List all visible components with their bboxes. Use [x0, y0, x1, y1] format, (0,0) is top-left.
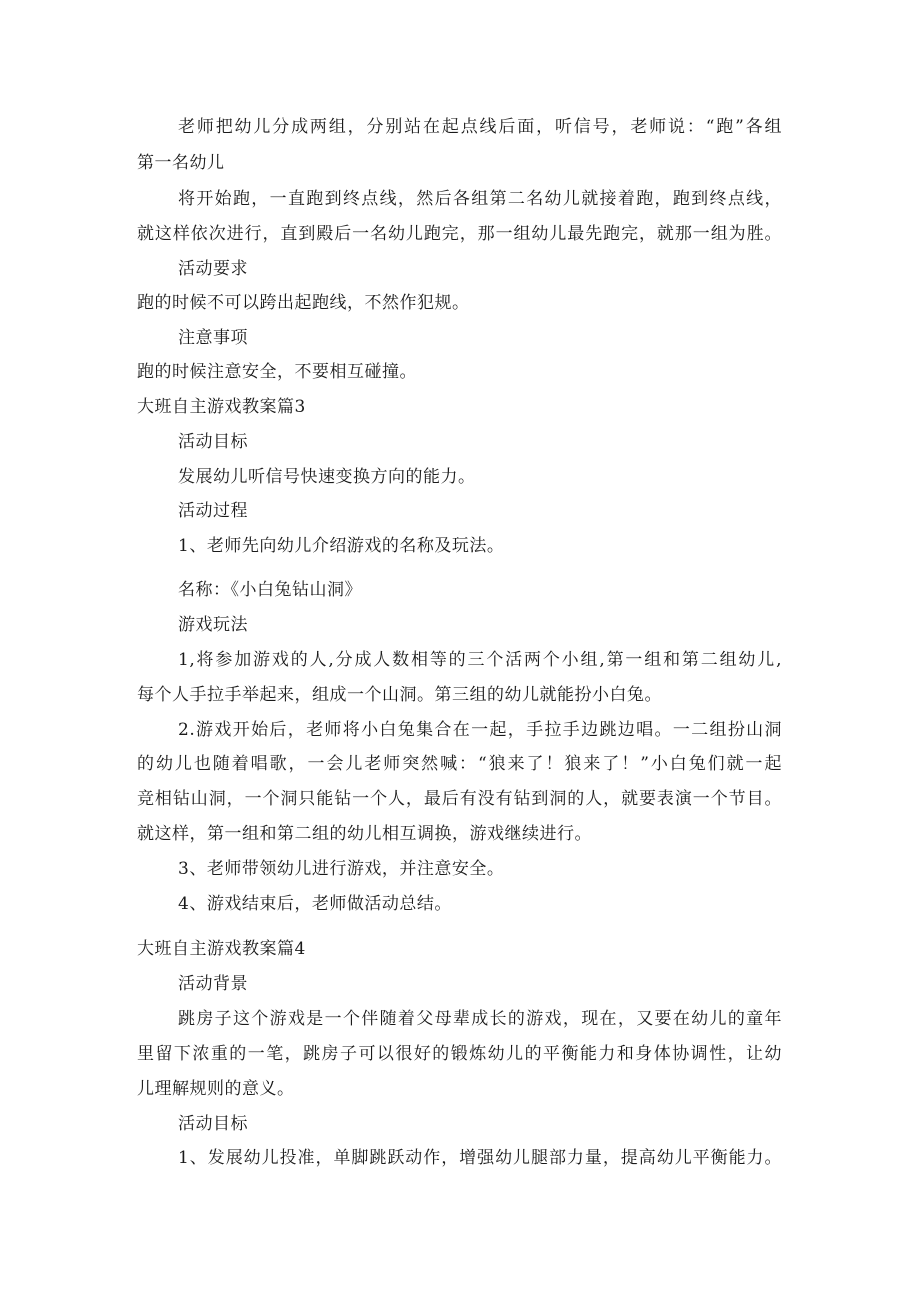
paragraph-line: 老师把幼儿分成两组，分别站在起点线后面，听信号，老师说：“跑”各组	[178, 117, 782, 137]
section-label: 活动背景	[178, 974, 248, 994]
paragraph-line: 每个人手拉手举起来，组成一个山洞。第三组的幼儿就能扮小白兔。	[137, 685, 662, 705]
section-heading: 大班自主游戏教案篇3	[137, 397, 306, 417]
paragraph-line: 跳房子这个游戏是一个伴随着父母辈成长的游戏，现在，又要在幼儿的童年	[178, 1009, 782, 1029]
paragraph-line: 的幼儿也随着唱歌，一会儿老师突然喊：“狼来了！狼来了！”小白兔们就一起	[137, 754, 782, 774]
paragraph-line: 跑的时候注意安全，不要相互碰撞。	[137, 362, 417, 382]
paragraph-line: 里留下浓重的一笔，跳房子可以很好的锻炼幼儿的平衡能力和身体协调性，让幼	[137, 1044, 782, 1064]
section-heading: 大班自主游戏教案篇4	[137, 939, 306, 959]
paragraph-line: 2.游戏开始后，老师将小白兔集合在一起，手拉手边跳边唱。一二组扮山洞	[178, 720, 782, 740]
paragraph-line: 就这样依次进行，直到殿后一名幼儿跑完，那一组幼儿最先跑完，就那一组为胜。	[137, 224, 782, 244]
section-label: 活动目标	[178, 432, 248, 452]
section-label: 游戏玩法	[178, 615, 248, 635]
section-label: 注意事项	[178, 328, 248, 348]
paragraph-line: 就这样，第一组和第二组的幼儿相互调换，游戏继续进行。	[137, 824, 592, 844]
paragraph-line: 1、老师先向幼儿介绍游戏的名称及玩法。	[178, 536, 505, 556]
paragraph-line: 发展幼儿听信号快速变换方向的能力。	[178, 467, 476, 487]
paragraph-line: 跑的时候不可以跨出起跑线，不然作犯规。	[137, 293, 470, 313]
section-label: 活动要求	[178, 259, 248, 279]
paragraph-line: 竞相钻山洞，一个洞只能钻一个人，最后有没有钻到洞的人，就要表演一个节目。	[137, 789, 782, 809]
paragraph-line: 1、发展幼儿投准，单脚跳跃动作，增强幼儿腿部力量，提高幼儿平衡能力。	[178, 1148, 782, 1168]
paragraph-line: 3、老师带领幼儿进行游戏，并注意安全。	[178, 859, 505, 879]
paragraph-line: 儿理解规则的意义。	[137, 1079, 295, 1099]
paragraph-line: 名称：《小白兔钻山洞》	[178, 580, 362, 600]
section-label: 活动目标	[178, 1114, 248, 1134]
paragraph-line: 将开始跑，一直跑到终点线，然后各组第二名幼儿就接着跑，跑到终点线，	[178, 189, 782, 209]
paragraph-line: 1,将参加游戏的人,分成人数相等的三个活两个小组,第一组和第二组幼儿,	[178, 650, 782, 670]
paragraph-line: 第一名幼儿	[137, 153, 225, 173]
section-label: 活动过程	[178, 501, 248, 521]
paragraph-line: 4、游戏结束后，老师做活动总结。	[178, 894, 452, 914]
